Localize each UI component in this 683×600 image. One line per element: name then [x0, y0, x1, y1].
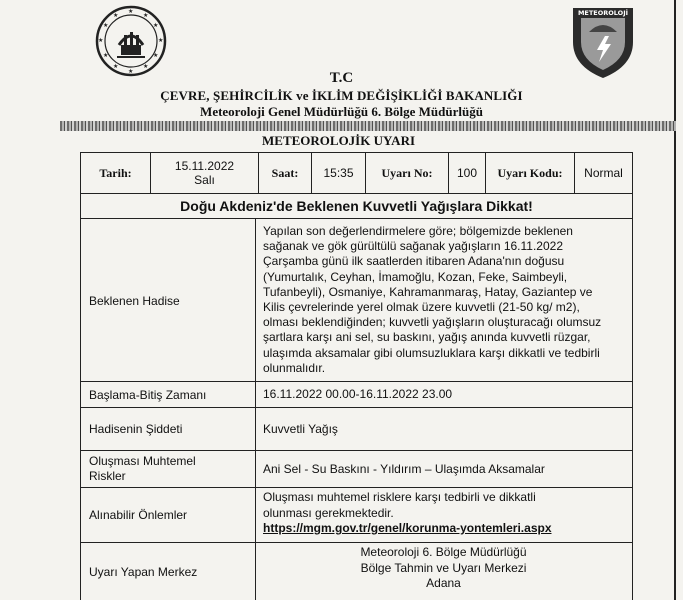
event-line: Kilis çevrelerinde yerel olmak üzere kuvvetli (21-50 kg/ m2),	[263, 300, 580, 315]
event-line: sağanak ve gök gürültülü sağanak yağışların 16.11.2022	[263, 239, 563, 254]
date-value: 15.11.2022	[174, 159, 235, 173]
time-label: Saat:	[259, 153, 312, 194]
logo-text: METEOROLOJİ	[577, 9, 629, 17]
risks-label	[89, 454, 196, 484]
headline-row	[80, 194, 633, 219]
scan-noise-band	[60, 121, 676, 131]
issuer-row	[80, 543, 633, 600]
risks-row	[80, 451, 633, 488]
event-line: ulaşımda aksamalar gibi olumsuzluklara karşı dikkatli ve tedbirli	[263, 345, 600, 360]
issuer-line: Meteoroloji 6. Bölge Müdürlüğü	[360, 545, 527, 559]
svg-text:★: ★	[153, 52, 159, 59]
start-end-row	[80, 382, 633, 408]
severity-row	[80, 408, 633, 451]
svg-text:★: ★	[98, 37, 104, 44]
measures-line: Oluşması muhtemel risklere karşı tedbirli ve dikkatli	[263, 490, 536, 504]
severity-value: Kuvvetli Yağış	[263, 422, 338, 436]
severity-label: Hadisenin Şiddeti	[89, 422, 183, 436]
event-line: olması beklendiğinden; kuvvetli yağışların oluşturacağı olumsuz	[263, 315, 602, 330]
header-ministry: ÇEVRE, ŞEHİRCİLİK ve İKLİM DEĞİŞİKLİĞİ BAKANLIĞI	[160, 88, 523, 103]
event-line: Yapılan son değerlendirmelere göre; bölgemizde beklenen	[263, 224, 573, 238]
event-line: şartlara karşı ani sel, su baskını, yağış anında kuvvetli rüzgar,	[263, 330, 591, 345]
meteorology-shield-logo	[567, 2, 639, 80]
svg-text:★: ★	[128, 8, 134, 15]
warning-no-value: 100	[449, 153, 486, 194]
issuer-label: Uyarı Yapan Merkez	[89, 565, 198, 579]
svg-text:★: ★	[143, 12, 149, 19]
time-value: 15:35	[312, 153, 366, 194]
headline: Doğu Akdeniz'de Beklenen Kuvvetli Yağışlara Dikkat!	[180, 198, 533, 214]
expected-event-row	[80, 219, 633, 382]
day-value: Salı	[194, 173, 215, 187]
svg-text:★: ★	[143, 63, 149, 70]
risks-label-line: Oluşması Muhtemel	[89, 454, 196, 468]
event-line: olunmalıdır.	[263, 360, 326, 375]
svg-text:★: ★	[153, 22, 159, 29]
issuer-line: Adana	[426, 576, 461, 590]
svg-text:★: ★	[113, 63, 119, 70]
issuer-text	[263, 545, 624, 592]
svg-text:★: ★	[158, 37, 164, 44]
event-line: Tufanbeyli), Osmaniye, Kahramanmaraş, Hatay, Gaziantep ve	[263, 284, 593, 299]
date-label: Tarih:	[81, 153, 151, 194]
info-table	[80, 152, 633, 194]
expected-event-text	[263, 224, 624, 376]
event-line: Çarşamba günü ilk saatlerden itibaren Adana'nın doğusu	[263, 254, 565, 269]
warning-code-value: Normal	[575, 153, 633, 194]
svg-text:★: ★	[103, 22, 109, 29]
measures-row	[80, 488, 633, 543]
header-directorate: Meteoroloji Genel Müdürlüğü 6. Bölge Müdürlüğü	[200, 104, 483, 119]
svg-text:★: ★	[103, 52, 109, 59]
event-line: (Yumurtalık, Ceyhan, İmamoğlu, Kozan, Feke, Saimbeyli,	[263, 269, 568, 284]
measures-label: Alınabilir Önlemler	[89, 508, 188, 522]
warning-no-label: Uyarı No:	[366, 153, 449, 194]
measures-line: olunması gerekmektedir.	[263, 505, 394, 520]
document-title: METEOROLOJİK UYARI	[262, 133, 416, 148]
svg-text:★: ★	[113, 12, 119, 19]
svg-text:★: ★	[128, 68, 134, 75]
measures-text	[263, 490, 624, 537]
ministry-seal-logo	[95, 5, 167, 77]
korunma-yontemleri-link[interactable]: https://mgm.gov.tr/genel/korunma-yontemleri.aspx	[263, 521, 552, 535]
header-tc: T.C	[329, 70, 354, 86]
start-end-label: Başlama-Bitiş Zamanı	[89, 388, 207, 402]
start-end-value: 16.11.2022 00.00-16.11.2022 23.00	[263, 387, 453, 401]
risks-label-line: Riskler	[89, 469, 126, 483]
issuer-line: Bölge Tahmin ve Uyarı Merkezi	[360, 560, 527, 575]
warning-code-label: Uyarı Kodu:	[486, 153, 575, 194]
expected-event-label: Beklenen Hadise	[89, 294, 180, 308]
risks-value: Ani Sel - Su Baskını - Yıldırım – Ulaşımda Aksamalar	[263, 462, 545, 476]
date-cell	[151, 153, 259, 194]
